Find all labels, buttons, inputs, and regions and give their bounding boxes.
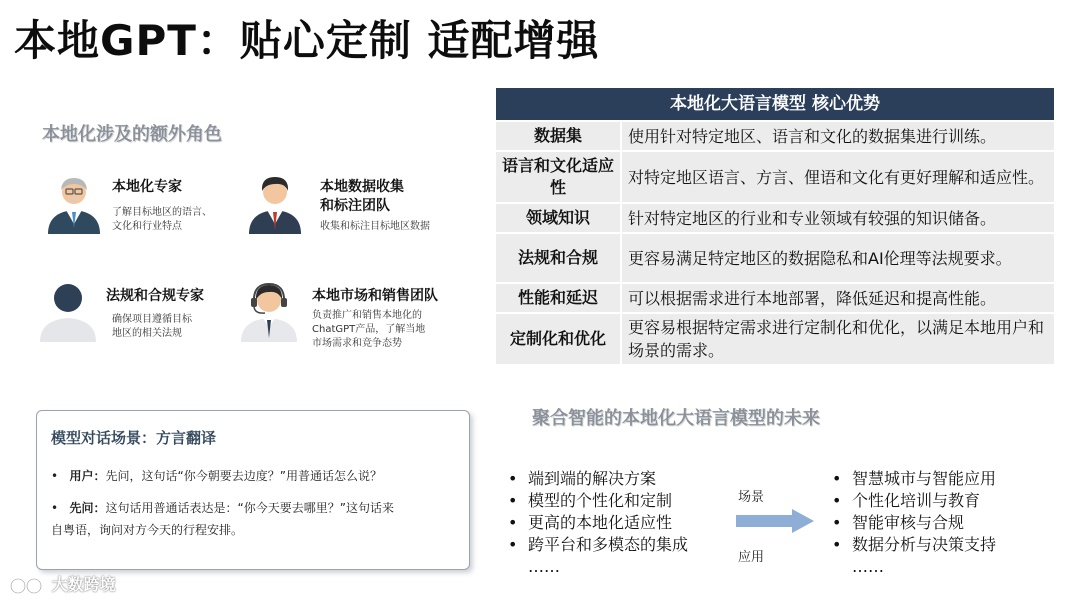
watermark <box>8 572 116 597</box>
person-silhouette-icon <box>36 280 100 344</box>
list-item: …… <box>528 557 560 576</box>
table-row <box>496 282 1054 312</box>
role-name-sales-team: 本地市场和销售团队 <box>312 288 438 304</box>
roles-section-title: 本地化涉及的额外角色 <box>42 124 222 145</box>
list-item: • 模型的个性化和定制 <box>508 491 673 510</box>
role-name-compliance-expert: 法规和合规专家 <box>106 288 204 304</box>
businessman-icon <box>243 170 307 234</box>
page-title: 本地GPT：贴心定制 适配增强 <box>14 16 600 65</box>
table-key: 领域知识 <box>496 204 622 232</box>
table-row <box>496 202 1054 232</box>
table-key: 性能和延迟 <box>496 284 622 312</box>
table-key: 语言和文化适应性 <box>496 152 622 202</box>
table-value: 使用针对特定地区、语言和文化的数据集进行训练。 <box>628 126 997 146</box>
watermark-logo-icon <box>8 575 46 597</box>
support-headset-icon <box>237 278 301 342</box>
list-item: …… <box>852 557 884 576</box>
advantages-table <box>496 88 1054 364</box>
speaker-label: 用户： <box>69 469 106 483</box>
speaker-label: 先问： <box>69 501 106 515</box>
role-desc-data-team: 收集和标注目标地区数据 <box>320 221 430 232</box>
future-section-title: 聚合智能的本地化大语言模型的未来 <box>532 408 820 429</box>
table-value: 可以根据需求进行本地部署，降低延迟和提高性能。 <box>628 288 997 308</box>
dialogue-line-user <box>51 465 382 487</box>
table-row <box>496 150 1054 202</box>
list-item: • 智慧城市与智能应用 <box>832 469 997 488</box>
role-name-data-team: 本地数据收集 和标注团队 <box>320 179 404 214</box>
arrow-label-scene: 场景 <box>738 490 765 505</box>
dialogue-text: 这句话用普通话表达是：“你今天要去哪里？”这句话来 <box>105 501 394 515</box>
table-row <box>496 312 1054 364</box>
table-row <box>496 232 1054 282</box>
table-value: 对特定地区语言、方言、俚语和文化有更好理解和适应性。 <box>628 167 1045 187</box>
list-item: • 数据分析与决策支持 <box>832 535 997 554</box>
role-desc-localization-expert: 了解目标地区的语言、 文化和行业特点 <box>112 207 212 232</box>
elderly-expert-icon <box>42 170 106 234</box>
watermark-text: 大数跨境 <box>51 575 116 594</box>
table-row <box>496 120 1054 150</box>
bullet: • <box>51 469 59 483</box>
dialogue-line-model-cont: 自粤语，询问对方今天的行程安排。 <box>51 523 244 537</box>
table-key: 法规和合规 <box>496 234 622 282</box>
list-item: • 更高的本地化适应性 <box>508 513 673 532</box>
list-item: • 智能审核与合规 <box>832 513 965 532</box>
list-item: • 跨平台和多模态的集成 <box>508 535 689 554</box>
role-desc-compliance-expert: 确保项目遵循目标 地区的相关法规 <box>112 314 192 339</box>
table-value: 针对特定地区的行业和专业领域有较强的知识储备。 <box>628 208 997 228</box>
right-arrow-icon <box>736 508 814 538</box>
role-desc-sales-team: 负责推广和销售本地化的 ChatGPT产品，了解当地 市场需求和竞争态势 <box>312 310 426 349</box>
list-item: • 端到端的解决方案 <box>508 469 657 488</box>
dialogue-scenario-box <box>36 410 470 570</box>
future-left-list <box>508 468 688 578</box>
table-value: 更容易满足特定地区的数据隐私和AI伦理等法规要求。 <box>628 248 1012 268</box>
future-right-list <box>832 468 996 578</box>
arrow-label-application: 应用 <box>738 550 765 565</box>
bullet: • <box>51 501 59 515</box>
table-header: 本地化大语言模型 核心优势 <box>496 88 1054 120</box>
role-name-localization-expert: 本地化专家 <box>112 179 182 195</box>
table-key: 定制化和优化 <box>496 314 622 364</box>
list-item: • 个性化培训与教育 <box>832 491 981 510</box>
table-value: 更容易根据特定需求进行定制化和优化，以满足本地用户和场景的需求。 <box>628 318 1045 360</box>
dialogue-title: 模型对话场景：方言翻译 <box>51 429 217 447</box>
dialogue-line-model <box>51 497 394 519</box>
table-key: 数据集 <box>496 122 622 150</box>
dialogue-text: 先问，这句话“你今朝要去边度？”用普通话怎么说？ <box>105 469 382 483</box>
